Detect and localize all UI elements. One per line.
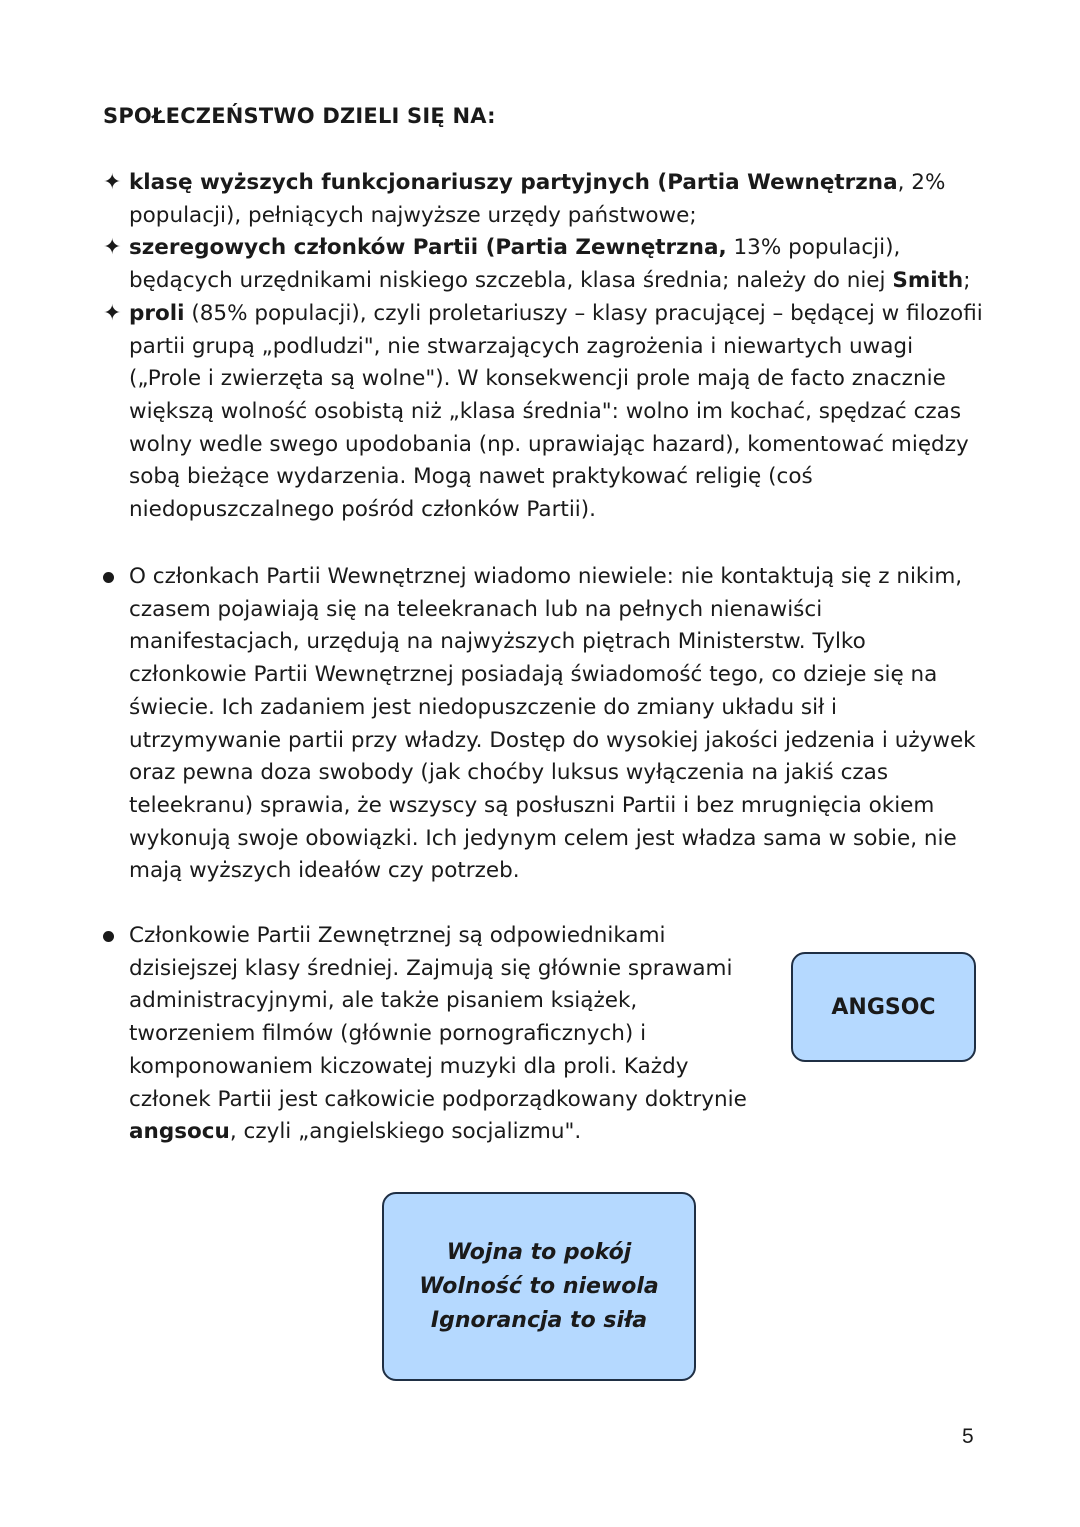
angsoc-box: ANGSOC (791, 952, 976, 1062)
list-item-bold: klasę wyższych funkcjonariuszy partyjnych (Partia Wewnętrzna (129, 170, 898, 195)
list-item-bold: proli (129, 300, 185, 326)
slogan-line: Ignorancja to siła (430, 1307, 648, 1333)
list-item-text: 13% populacji), będących urzędnikami niskiego szczebla, klasa średnia; należy do niej (129, 235, 901, 294)
slogan-line: Wojna to pokój (446, 1239, 632, 1265)
list-item-text: , 2% populacji), pełniących najwyższe urzędy państwowe; (129, 170, 946, 228)
list-item-text-end: ; (963, 268, 971, 294)
star-bullet-icon: ✦ (103, 300, 122, 326)
section-heading: SPOŁECZEŃSTWO DZIELI SIĘ NA: (103, 104, 496, 128)
paragraph-text-after: , czyli „angielskiego socjalizmu". (229, 1119, 582, 1145)
paragraph-text (129, 920, 763, 1149)
list-item-inner-party (103, 167, 983, 232)
star-bullet-icon: ✦ (103, 235, 122, 261)
paragraph-inner-party (103, 561, 983, 888)
list-item-bold: szeregowych członków Partii (Partia Zewnętrzna, (129, 235, 727, 261)
list-item-bold-name: Smith (892, 268, 964, 294)
list-item-outer-party (103, 232, 983, 297)
paragraph-text-bold: angsocu (129, 1119, 230, 1145)
page-number: 5 (962, 1425, 974, 1448)
list-item-proles (103, 298, 983, 527)
paragraph-outer-party (103, 920, 763, 1149)
bullet-dot-icon (103, 931, 114, 942)
paragraph-text-before: Członkowie Partii Zewnętrznej są odpowiednikami dzisiejszej klasy średniej. Zajmują się głównie sprawami administracyjnymi, ale także pisaniem książek, tworzeniem filmów (głównie pornograficznych) i komponowaniem kiczowatej muzyki dla proli. Każdy członek Partii jest całkowicie podporządkowany doktrynie (129, 923, 747, 1112)
party-slogans-box (382, 1192, 696, 1381)
slogan-line: Wolność to niewola (419, 1273, 659, 1299)
bullet-dot-icon (103, 572, 114, 583)
society-classes-list (103, 167, 983, 527)
paragraph-text: O członkach Partii Wewnętrznej wiadomo niewiele: nie kontaktują się z nikim, czasem pojawiają się na teleekranach lub na pełnych nienawiści manifestacjach, urzędują na najwyższych piętrach Ministerstw. Tylko członkowie Partii Wewnętrznej posiadają świadomość tego, co dzieje się na świecie. Ich zadaniem jest niedopuszczenie do zmiany układu sił i utrzymywanie partii przy władzy. Dostęp do wysokiej jakości jedzenia i używek oraz pewna doza swobody (jak choćby luksus wyłączenia na jakiś czas teleekranu) sprawia, że wszyscy są posłuszni Partii i bez mrugnięcia okiem wykonują swoje obowiązki. Ich jedynym celem jest władza sama w sobie, nie mają wyższych ideałów czy potrzeb. (129, 564, 976, 884)
list-item-text: (85% populacji), czyli proletariuszy – klasy pracującej – będącej w filozofii partii grupą „podludzi", nie stwarzających zagrożenia i niewartych uwagi („Prole i zwierzęta są wolne"). W konsekwencji prole mają de facto znacznie większą wolność osobistą niż „klasa średnia": wolno im kochać, spędzać czas wolny wedle swego upodobania (np. uprawiając hazard), komentować między sobą bieżące wydarzenia. Mogą nawet praktykować religię (coś niedopuszczalnego pośród członków Partii). (129, 300, 983, 523)
star-bullet-icon: ✦ (103, 170, 122, 195)
